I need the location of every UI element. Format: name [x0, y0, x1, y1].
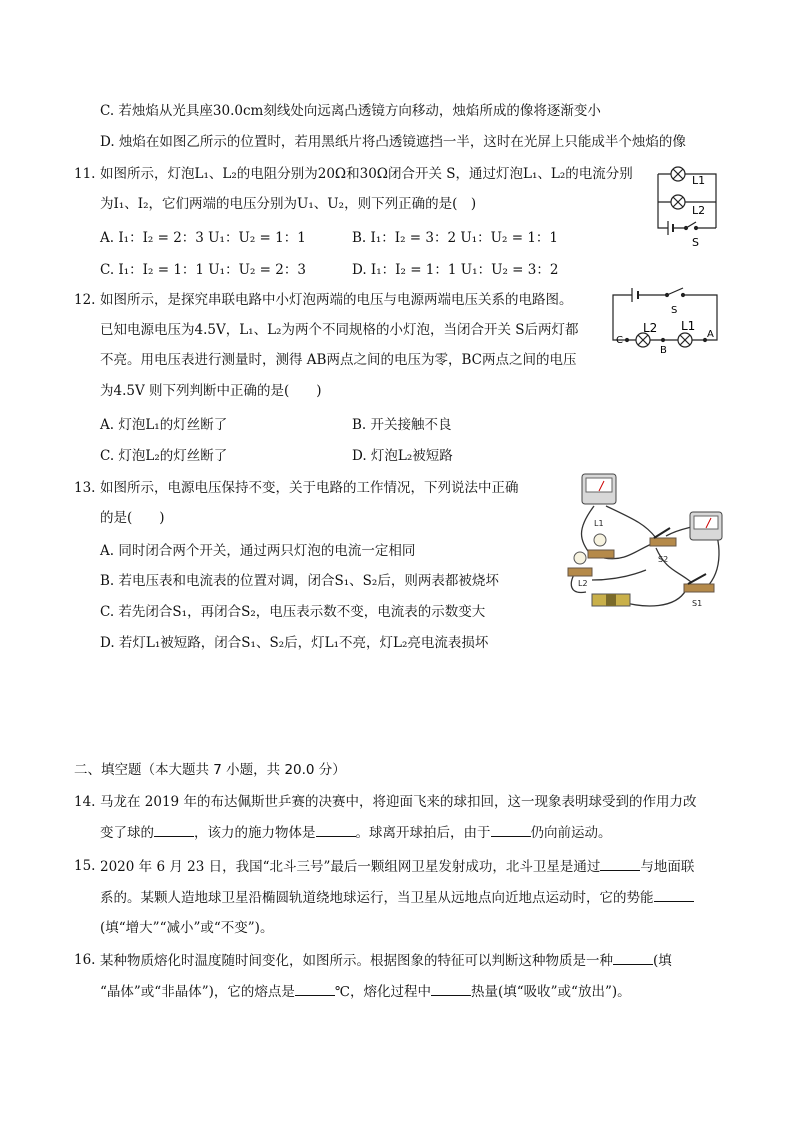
q16-blank-1[interactable] [613, 950, 653, 965]
q11-circuit-diagram [648, 158, 724, 250]
q12-stem-line4: 为4.5V 则下列判断中正确的是( ) [100, 383, 322, 399]
q14-number: 14. [74, 794, 96, 810]
q14-blank-1[interactable] [154, 822, 194, 837]
q13-number: 13. [74, 480, 96, 496]
q16-text-e: 热量(填“吸收”或“放出”)。 [470, 984, 631, 1000]
q16-text-d: ℃，熔化过程中 [334, 984, 431, 1000]
q14-stem-line1: 马龙在 2019 年的布达佩斯世乒赛的决赛中，将迎面飞来的球扣回，这一现象表明球受到的作用力改 [100, 794, 697, 810]
q12-stem-line1: 如图所示，是探究串联电路中小灯泡两端的电压与电源两端电压关系的电路图。 [100, 292, 573, 308]
q11-stem-line1: 如图所示，灯泡L₁、L₂的电阻分别为20Ω和30Ω闭合开关 S，通过灯泡L₁、L₂的电流分别 [100, 166, 633, 182]
q15-text-c: 系的。某颗人造地球卫星沿椭圆轨道绕地球运行，当卫星从远地点向近地点运动时，它的势能 [100, 890, 654, 906]
q16-text-a: 某种物质熔化时温度随时间变化，如图所示。根据图象的特征可以判断这种物质是一种 [100, 953, 613, 969]
q12-option-b: B. 开关接触不良 [352, 417, 452, 433]
q14-text-c: 。球离开球拍后，由于 [355, 825, 491, 841]
q16-number: 16. [74, 952, 96, 968]
q16-stem-line2 [100, 981, 631, 1002]
q15-blank-2[interactable] [654, 887, 694, 902]
q15-text-a: 2020 年 6 月 23 日，我国“北斗三号”最后一颗组网卫星发射成功，北斗卫星是通过 [100, 859, 601, 875]
q11-option-b: B. I₁：I₂ = 3：2 U₁：U₂ = 1：1 [352, 230, 559, 246]
q15-stem-line1 [100, 856, 694, 877]
q12-stem-line3: 不亮。用电压表进行测量时，测得 AB两点之间的电压为零，BC两点之间的电压 [100, 352, 577, 368]
q16-text-b: (填 [653, 953, 672, 969]
q11-fig-label-s: S [692, 236, 699, 249]
q16-blank-2[interactable] [295, 981, 335, 996]
q12-number: 12. [74, 292, 96, 308]
q15-text-b: 与地面联 [640, 859, 695, 875]
q11-option-c: C. I₁：I₂ = 1：1 U₁：U₂ = 2：3 [100, 262, 306, 278]
q15-blank-1[interactable] [600, 856, 640, 871]
q15-stem-line3: (填“增大”“减小”或“不变”)。 [100, 920, 274, 936]
q13-option-c: C. 若先闭合S₁，再闭合S₂，电压表示数不变，电流表的示数变大 [100, 604, 486, 620]
q13-fig-label-s2: S2 [658, 555, 669, 564]
q12-option-c: C. 灯泡L₂的灯丝断了 [100, 448, 228, 464]
q12-stem-line2: 已知电源电压为4.5V，L₁、L₂为两个不同规格的小灯泡，当闭合开关 S后两灯都 [100, 322, 579, 338]
q13-option-d: D. 若灯L₁被短路，闭合S₁、S₂后，灯L₁不亮，灯L₂亮电流表损坏 [100, 635, 489, 651]
q13-fig-label-l1: L1 [594, 519, 604, 528]
q12-fig-label-s: S [671, 305, 678, 316]
q14-text-a: 变了球的 [100, 825, 154, 841]
q13-stem-line1: 如图所示，电源电压保持不变，关于电路的工作情况，下列说法中正确 [100, 480, 519, 496]
section2-title: 二、填空题（本大题共 7 小题，共 20.0 分） [74, 762, 346, 778]
q11-option-d: D. I₁：I₂ = 1：1 U₁：U₂ = 3：2 [352, 262, 559, 278]
q13-option-a: A. 同时闭合两个开关，通过两只灯泡的电流一定相同 [100, 543, 416, 559]
q10-option-d: D. 烛焰在如图乙所示的位置时，若用黑纸片将凸透镜遮挡一半，这时在光屏上只能成半个烛焰的像 [100, 134, 686, 150]
q12-fig-label-b: B [660, 345, 667, 355]
q13-option-b: B. 若电压表和电流表的位置对调，闭合S₁、S₂后，则两表都被烧坏 [100, 573, 499, 589]
q14-blank-2[interactable] [316, 822, 356, 837]
q13-fig-label-l2: L2 [578, 579, 588, 588]
q16-stem-line1 [100, 950, 672, 971]
q11-fig-label-l1: L1 [692, 174, 706, 187]
q14-blank-3[interactable] [491, 822, 531, 837]
q12-option-a: A. 灯泡L₁的灯丝断了 [100, 417, 228, 433]
q11-option-a: A. I₁：I₂ = 2：3 U₁：U₂ = 1：1 [100, 230, 306, 246]
q14-text-d: 仍向前运动。 [530, 825, 612, 841]
q14-stem-line2 [100, 822, 612, 843]
q13-stem-line2: 的是( ) [100, 510, 165, 526]
q15-stem-line2 [100, 887, 694, 908]
q11-stem-line2: 为I₁、I₂，它们两端的电压分别为U₁、U₂，则下列正确的是( ) [100, 196, 477, 212]
q11-fig-label-l2: L2 [692, 204, 706, 217]
q13-fig-label-s1: S1 [692, 599, 703, 608]
q12-fig-label-c: C [616, 335, 623, 346]
q16-blank-3[interactable] [431, 981, 471, 996]
q14-text-b: ，该力的施力物体是 [194, 825, 316, 841]
q12-option-d: D. 灯泡L₂被短路 [352, 448, 453, 464]
q10-option-c: C. 若烛焰从光具座30.0cm刻线处向远离凸透镜方向移动，烛焰所成的像将逐渐变小 [100, 103, 601, 119]
q15-number: 15. [74, 858, 96, 874]
q12-fig-label-a: A [707, 329, 714, 340]
q13-circuit-illustration [556, 470, 726, 620]
q16-text-c: “晶体”或“非晶体”)，它的熔点是 [100, 984, 295, 1000]
q12-circuit-diagram [605, 285, 725, 355]
q12-fig-label-l1: L1 [681, 319, 696, 333]
q11-number: 11. [74, 166, 96, 182]
q12-fig-label-l2: L2 [643, 321, 658, 335]
